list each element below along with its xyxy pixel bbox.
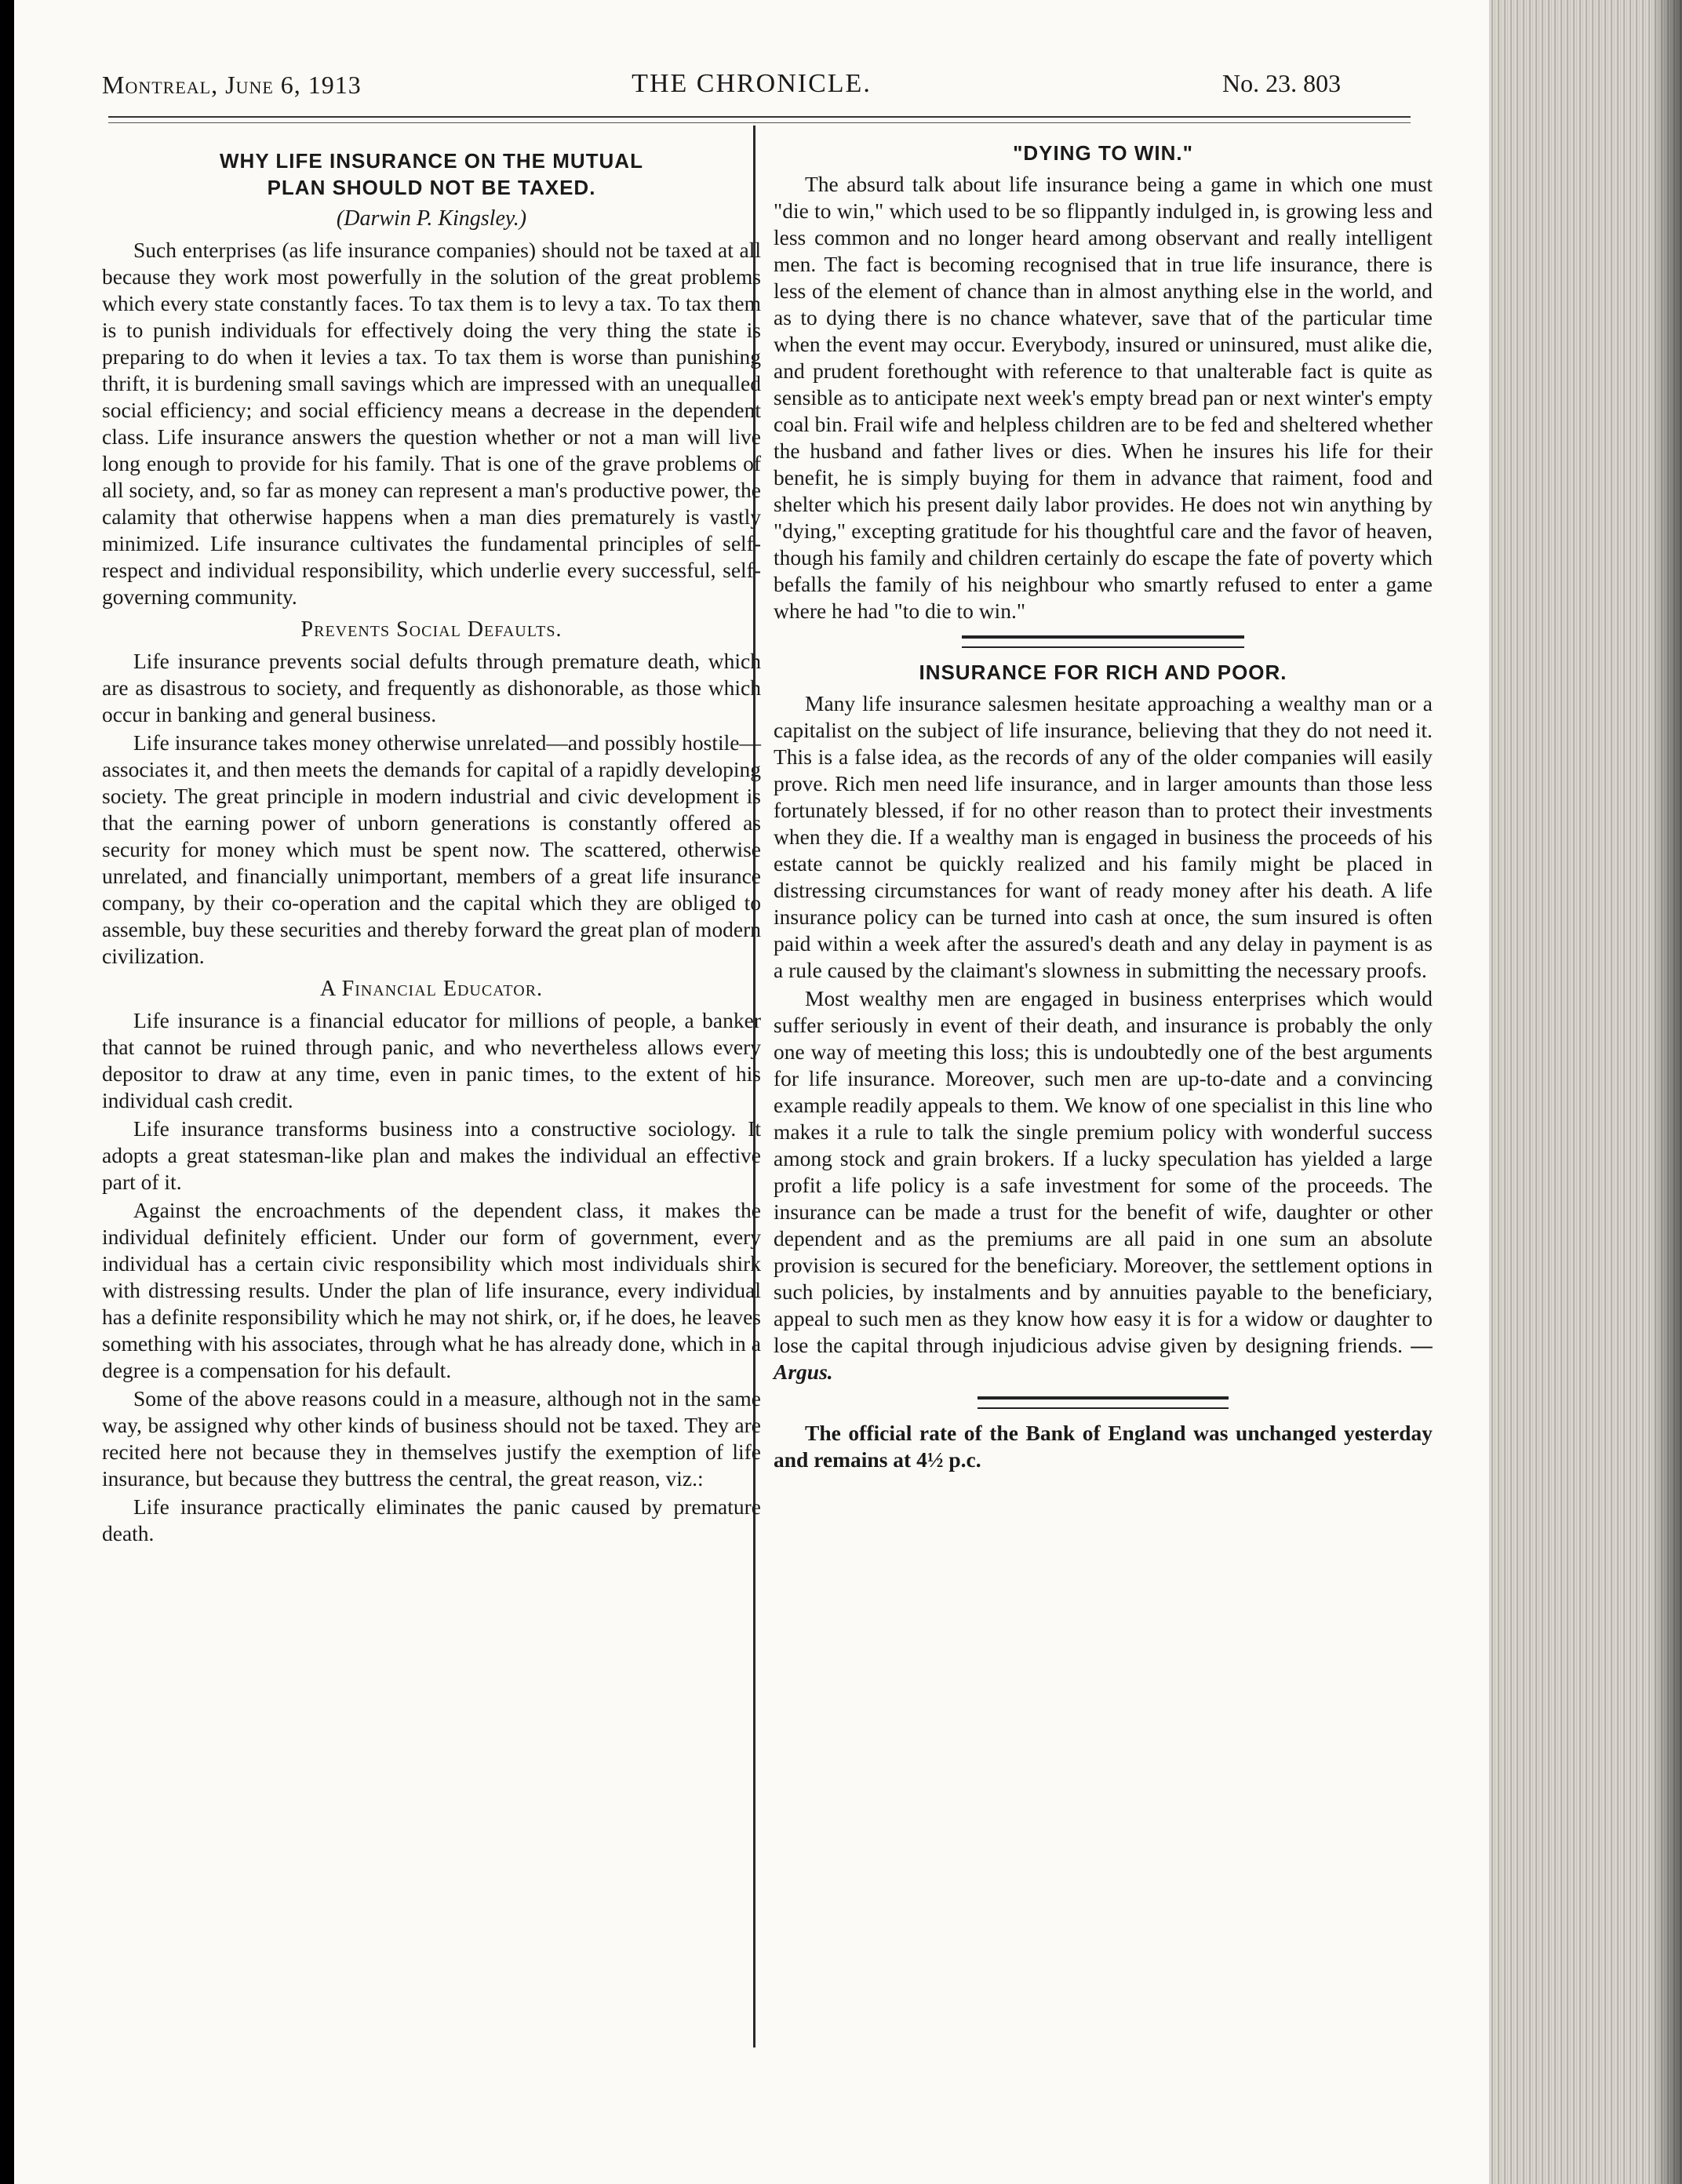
header-rule <box>108 116 1411 123</box>
paragraph: Life insurance is a financial educator for millions of people, a banker that cannot be ruined through panic, and who nevertheless allows every depositor to draw at any time, even in panic times, to the extent of his individual cash credit. <box>102 1008 761 1112</box>
section-divider <box>962 635 1244 648</box>
article-byline: (Darwin P. Kingsley.) <box>336 206 527 231</box>
article-title-mutual-plan <box>102 147 761 201</box>
right-column <box>774 133 1433 1475</box>
header-issue-page-number: No. 23. 803 <box>1222 69 1342 97</box>
header-masthead: THE CHRONICLE. <box>632 69 872 98</box>
bank-rate-note <box>774 1420 1433 1473</box>
subheading-financial-educator: A Financial Educator. <box>319 977 544 1001</box>
header-dateline: Montreal, June 6, 1913 <box>102 71 362 99</box>
article-title-line-1: WHY LIFE INSURANCE ON THE MUTUAL <box>220 149 643 173</box>
paragraph: Some of the above reasons could in a measure, although not in the same way, be assigned why other kinds of business should not be taxed. They are recited here not because they in themselves justify the exemption of life insurance, but because they buttress the central, the great reason, viz.: <box>102 1386 761 1491</box>
book-page-edges <box>1489 0 1682 2184</box>
article-signature: —Argus. <box>774 1333 1433 1384</box>
paragraph: Against the encroachments of the dependent class, it makes the individual definitely efficient. Under our form of government, every individual has a certain civic responsibility which most individuals shirk with distressing results. Under the plan of life insurance, every individual has a definite responsibility which he may not shirk, or, if he does, he leaves something with his associates, through what he has already done, which in a degree is a compensation for his default. <box>102 1198 761 1382</box>
newspaper-page <box>14 0 1489 2184</box>
article-title-dying-to-win: "DYING TO WIN." <box>1013 141 1193 165</box>
left-column <box>102 141 761 1549</box>
paragraph: Life insurance transforms business into a constructive sociology. It adopts a great statesman-like plan and makes the individual an effective part of it. <box>102 1116 761 1194</box>
paragraph: Life insurance practically eliminates the panic caused by premature death. <box>102 1494 761 1545</box>
paragraph: Life insurance prevents social defults through premature death, which are as disastrous to society, and frequently as dishonorable, as those which occur in banking and general business. <box>102 649 761 726</box>
article-title-line-2: PLAN SHOULD NOT BE TAXED. <box>267 176 596 199</box>
paragraph-text: Most wealthy men are engaged in business enterprises which would suffer seriously in event of their death, and insurance is probably the only one way of meeting this loss; this is undoubtedly one of the best arguments for life insurance. Moreover, such men are up-to-date and a convincing example readily appeals to them. We know of one specialist in this line who makes it a rule to talk the single premium policy with wonderful success among stock and grain brokers. If a lucky speculation has yielded a large profit a life policy is a safe investment for some of the proceeds. The insurance can be made a trust for the benefit of wife, daughter or other dependent and as the premiums are all paid in one sum an absolute provision is secured for the beneficiary. Moreover, the settlement options in such policies, by instalments and by annuities payable to the beneficiary, appeal to such men as they know how easy it is for a widow or daughter to lose the capital through injudicious advise given by designing friends. <box>774 986 1433 1357</box>
subheading-prevents-social-defaults: Prevents Social Defaults. <box>300 617 562 642</box>
paragraph: The official rate of the Bank of England was unchanged yesterday and remains at 4½ p.c. <box>774 1421 1433 1472</box>
paragraph: The absurd talk about life insurance being a game in which one must "die to win," which used to be so flippantly indulged in, is growing less and less common and no longer heard among observant and really intelligent men. The fact is becoming recognised that in true life insurance, there is less of the element of chance than in almost anything else in the world, and as to dying there is no chance whatever, save that of the particular time when the event may occur. Everybody, insured or uninsured, must alike die, and prudent forethought with reference to that unalterable fact is quite as sensible as to anticipate next week's empty bread pan or next winter's empty coal bin. Frail wife and helpless children are to be fed and sheltered whether the husband and father lives or dies. When he insures his life for their benefit, he is simply buying for them in advance that raiment, food and shelter which his present daily labor provides. He does not win anything by "dying," excepting gratitude for his thoughtful care and the favor of heaven, though his family and children certainly do escape the fate of poverty which befalls the family of his neighbour who smartly refused to enter a game where he had "to die to win." <box>774 172 1433 623</box>
paragraph <box>774 985 1433 1385</box>
article-title-rich-and-poor: INSURANCE FOR RICH AND POOR. <box>919 661 1287 684</box>
paragraph: Such enterprises (as life insurance companies) should not be taxed at all because they work most powerfully in the solution of the great problems which every state constantly faces. To tax them is to levy a tax. To tax them is to punish individuals for effectively doing the very thing the state is preparing to do when it levies a tax. To tax them is worse than punishing thrift, it is burdening small savings which are impressed with an unequalled social efficiency; and social efficiency means a decrease in the dependent class. Life insurance answers the question whether or not a man will live long enough to provide for his family. That is one of the grave problems of all society, and, so far as money can represent a man's productive power, the calamity that otherwise happens when a man dies prematurely is vastly minimized. Life insurance cultivates the fundamental principles of self-respect and individual responsibility, which underlie every successful, self-governing community. <box>102 238 761 609</box>
paragraph: Life insurance takes money otherwise unrelated—and possibly hostile—associates it, and then meets the demands for capital of a rapidly developing society. The great principle in modern industrial and civic development is that the earning power of unborn generations is constantly offered as security for money which must be spent now. The scattered, otherwise unrelated, and financially unimportant, members of a great life insurance company, by their co-operation and the capital which they are obliged to assemble, buy these securities and thereby forward the great plan of modern civilization. <box>102 730 761 968</box>
section-divider <box>978 1396 1229 1409</box>
page-header <box>14 47 1489 110</box>
paragraph: Many life insurance salesmen hesitate approaching a wealthy man or a capitalist on the subject of life insurance, believing that they do not need it. This is a false idea, as the records of any of the older companies will easily prove. Rich men need life insurance, and in larger amounts than those less fortunately blessed, if for no other reason than to protect their investments when they die. If a wealthy man is engaged in business the proceeds of his estate cannot be quickly realized and his family might be placed in distressing circumstances for want of ready money after his death. A life insurance policy can be turned into cash at once, the sum insured is often paid within a week after the assured's death and any delay in payment is as a rule caused by the claimant's slowness in submitting the necessary proofs. <box>774 691 1433 982</box>
book-edge-shadow <box>1651 0 1682 2184</box>
